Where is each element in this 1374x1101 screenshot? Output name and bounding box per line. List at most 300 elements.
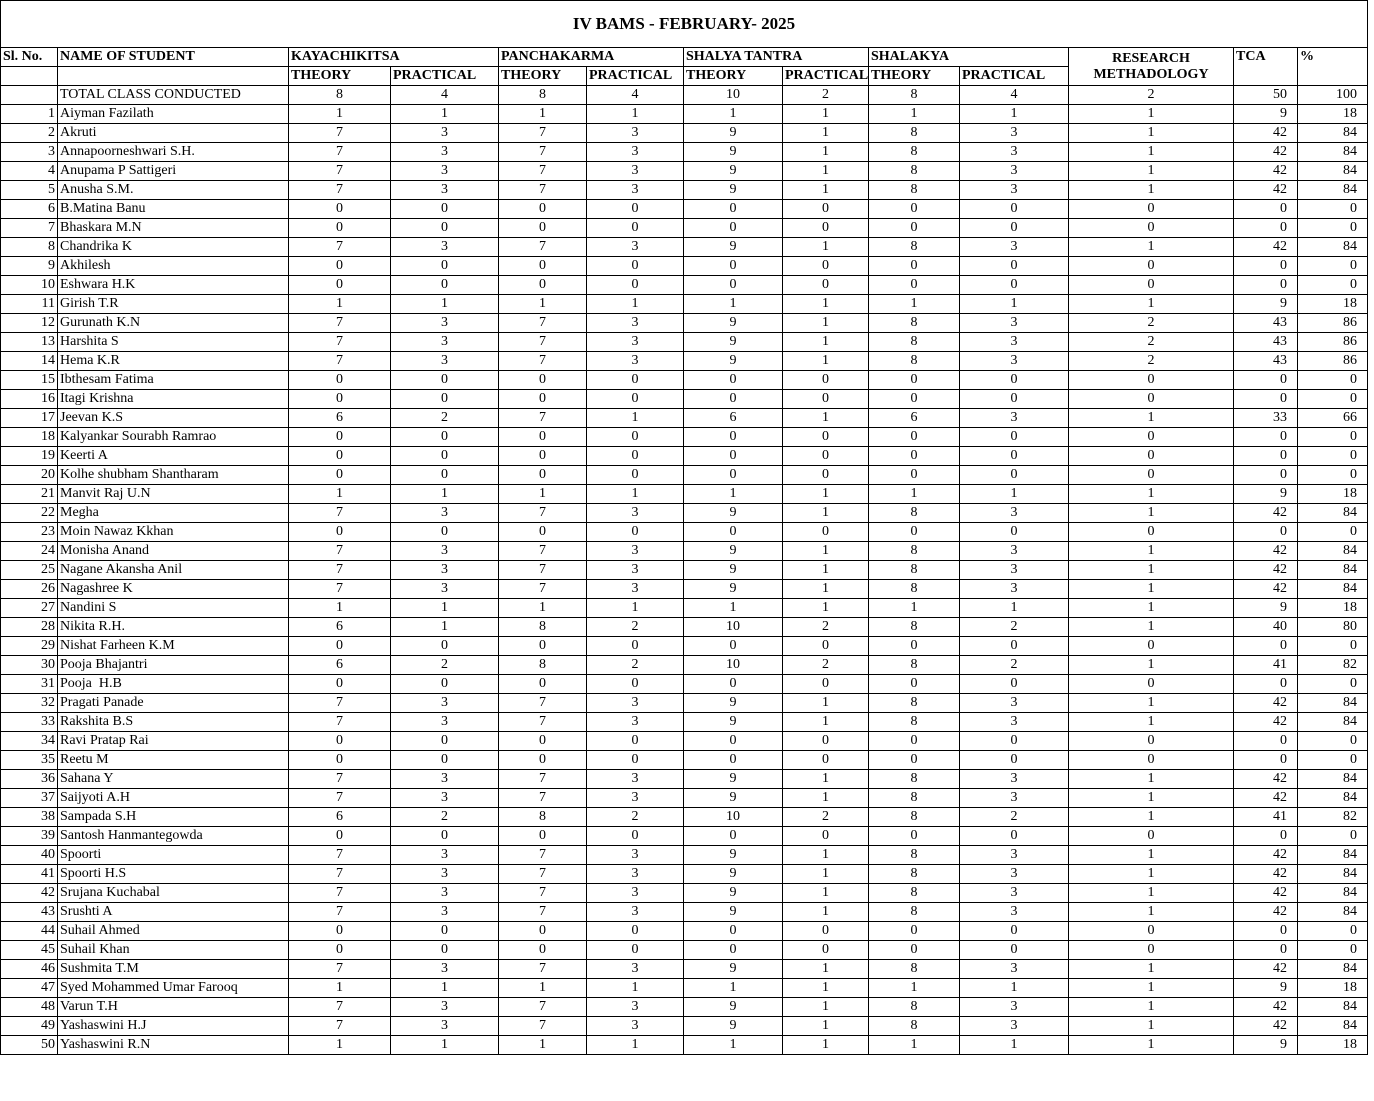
student-sl-no: 43: [1, 903, 58, 922]
student-tca: 33: [1234, 409, 1298, 428]
student-attendance-value: 0: [499, 257, 587, 276]
table-row: [1, 238, 1368, 257]
student-attendance-value: 3: [391, 694, 499, 713]
student-attendance-value: 3: [391, 960, 499, 979]
student-tca: 0: [1234, 219, 1298, 238]
student-attendance-value: 1: [783, 238, 869, 257]
student-attendance-value: 1: [1069, 1036, 1234, 1055]
student-attendance-value: 7: [499, 580, 587, 599]
student-attendance-value: 0: [1069, 390, 1234, 409]
student-attendance-value: 3: [587, 143, 684, 162]
student-attendance-value: 9: [684, 998, 783, 1017]
student-attendance-value: 8: [869, 865, 960, 884]
student-tca: 9: [1234, 979, 1298, 998]
student-sl-no: 41: [1, 865, 58, 884]
student-name: Manvit Raj U.N: [58, 485, 289, 504]
student-attendance-value: 0: [587, 732, 684, 751]
student-percent: 0: [1298, 523, 1368, 542]
student-attendance-value: 1: [783, 314, 869, 333]
student-attendance-value: 3: [587, 770, 684, 789]
student-attendance-value: 1: [1069, 789, 1234, 808]
student-attendance-value: 0: [783, 371, 869, 390]
student-tca: 42: [1234, 903, 1298, 922]
student-attendance-value: 3: [391, 884, 499, 903]
student-attendance-value: 7: [289, 694, 391, 713]
student-attendance-value: 6: [289, 409, 391, 428]
student-attendance-value: 3: [960, 561, 1069, 580]
student-sl-no: 25: [1, 561, 58, 580]
table-row: [1, 1017, 1368, 1036]
student-attendance-value: 0: [684, 390, 783, 409]
student-attendance-value: 1: [1069, 485, 1234, 504]
student-attendance-value: 0: [289, 675, 391, 694]
student-attendance-value: 7: [499, 694, 587, 713]
student-attendance-value: 7: [499, 865, 587, 884]
student-sl-no: 23: [1, 523, 58, 542]
student-sl-no: 50: [1, 1036, 58, 1055]
student-percent: 0: [1298, 428, 1368, 447]
student-percent: 84: [1298, 542, 1368, 561]
student-sl-no: 13: [1, 333, 58, 352]
student-sl-no: 26: [1, 580, 58, 599]
student-attendance-value: 7: [499, 998, 587, 1017]
student-percent: 82: [1298, 808, 1368, 827]
student-attendance-value: 1: [783, 998, 869, 1017]
student-name: Moin Nawaz Kkhan: [58, 523, 289, 542]
student-sl-no: 28: [1, 618, 58, 637]
student-attendance-value: 1: [783, 1036, 869, 1055]
student-attendance-value: 3: [960, 580, 1069, 599]
student-attendance-value: 0: [289, 751, 391, 770]
student-attendance-value: 0: [783, 428, 869, 447]
total-value: 4: [587, 86, 684, 105]
student-attendance-value: 3: [391, 998, 499, 1017]
student-attendance-value: 1: [783, 561, 869, 580]
student-attendance-value: 7: [499, 903, 587, 922]
student-attendance-value: 1: [1069, 884, 1234, 903]
student-attendance-value: 0: [289, 390, 391, 409]
student-attendance-value: 0: [869, 371, 960, 390]
student-name: Sushmita T.M: [58, 960, 289, 979]
student-attendance-value: 1: [684, 105, 783, 124]
student-name: Akruti: [58, 124, 289, 143]
student-attendance-value: 1: [1069, 865, 1234, 884]
student-attendance-value: 3: [587, 162, 684, 181]
student-name: Ravi Pratap Rai: [58, 732, 289, 751]
student-attendance-value: 2: [391, 656, 499, 675]
student-attendance-value: 0: [289, 447, 391, 466]
student-tca: 42: [1234, 561, 1298, 580]
student-attendance-value: 3: [587, 903, 684, 922]
student-name: Aiyman Fazilath: [58, 105, 289, 124]
student-attendance-value: 1: [391, 618, 499, 637]
student-attendance-value: 8: [499, 808, 587, 827]
student-tca: 42: [1234, 960, 1298, 979]
student-tca: 43: [1234, 333, 1298, 352]
student-attendance-value: 1: [1069, 960, 1234, 979]
student-sl-no: 24: [1, 542, 58, 561]
student-sl-no: 20: [1, 466, 58, 485]
student-attendance-value: 0: [391, 390, 499, 409]
student-attendance-value: 1: [684, 1036, 783, 1055]
student-attendance-value: 3: [960, 903, 1069, 922]
student-attendance-value: 3: [960, 542, 1069, 561]
student-attendance-value: 7: [499, 352, 587, 371]
student-attendance-value: 1: [783, 352, 869, 371]
student-tca: 42: [1234, 789, 1298, 808]
student-attendance-value: 9: [684, 903, 783, 922]
student-attendance-value: 0: [499, 219, 587, 238]
student-attendance-value: 0: [869, 428, 960, 447]
student-attendance-value: 8: [869, 580, 960, 599]
table-row: [1, 713, 1368, 732]
table-row: [1, 447, 1368, 466]
student-attendance-value: 8: [869, 1017, 960, 1036]
student-tca: 0: [1234, 922, 1298, 941]
student-name: Akhilesh: [58, 257, 289, 276]
student-attendance-value: 0: [960, 637, 1069, 656]
student-attendance-value: 0: [783, 390, 869, 409]
student-sl-no: 9: [1, 257, 58, 276]
student-attendance-value: 0: [783, 637, 869, 656]
student-name: Hema K.R: [58, 352, 289, 371]
student-attendance-value: 0: [684, 922, 783, 941]
student-sl-no: 44: [1, 922, 58, 941]
student-attendance-value: 2: [960, 656, 1069, 675]
student-sl-no: 42: [1, 884, 58, 903]
student-attendance-value: 6: [289, 656, 391, 675]
student-attendance-value: 3: [391, 143, 499, 162]
student-attendance-value: 0: [499, 751, 587, 770]
header-sk-theory: THEORY: [869, 67, 960, 86]
student-attendance-value: 0: [960, 466, 1069, 485]
student-attendance-value: 1: [1069, 105, 1234, 124]
student-attendance-value: 0: [869, 200, 960, 219]
student-attendance-value: 3: [587, 580, 684, 599]
header-shalakya-blank: [960, 48, 1069, 67]
table-row: [1, 656, 1368, 675]
student-attendance-value: 3: [587, 124, 684, 143]
student-attendance-value: 3: [587, 181, 684, 200]
student-attendance-value: 7: [289, 884, 391, 903]
student-attendance-value: 1: [960, 979, 1069, 998]
total-value: 8: [499, 86, 587, 105]
student-attendance-value: 0: [960, 200, 1069, 219]
student-attendance-value: 0: [587, 675, 684, 694]
table-row: [1, 827, 1368, 846]
header-kc-theory: THEORY: [289, 67, 391, 86]
student-attendance-value: 1: [783, 295, 869, 314]
student-attendance-value: 3: [391, 865, 499, 884]
student-percent: 86: [1298, 352, 1368, 371]
student-attendance-value: 8: [869, 162, 960, 181]
student-attendance-value: 1: [1069, 846, 1234, 865]
student-percent: 84: [1298, 713, 1368, 732]
table-row: [1, 314, 1368, 333]
student-attendance-value: 1: [587, 979, 684, 998]
student-attendance-value: 8: [869, 903, 960, 922]
student-attendance-value: 7: [289, 998, 391, 1017]
student-tca: 42: [1234, 770, 1298, 789]
student-attendance-value: 0: [289, 200, 391, 219]
student-attendance-value: 7: [289, 238, 391, 257]
student-attendance-value: 0: [587, 447, 684, 466]
student-attendance-value: 7: [499, 713, 587, 732]
student-attendance-value: 1: [783, 105, 869, 124]
student-attendance-value: 9: [684, 694, 783, 713]
student-attendance-value: 0: [783, 523, 869, 542]
student-tca: 42: [1234, 713, 1298, 732]
student-attendance-value: 7: [499, 238, 587, 257]
student-attendance-value: 1: [499, 485, 587, 504]
student-attendance-value: 0: [587, 371, 684, 390]
student-attendance-value: 1: [1069, 143, 1234, 162]
student-name: Varun T.H: [58, 998, 289, 1017]
total-value: 2: [783, 86, 869, 105]
table-row: [1, 371, 1368, 390]
student-attendance-value: 3: [960, 846, 1069, 865]
student-attendance-value: 1: [587, 1036, 684, 1055]
student-attendance-value: 1: [1069, 998, 1234, 1017]
student-attendance-value: 1: [1069, 599, 1234, 618]
student-attendance-value: 0: [1069, 637, 1234, 656]
header-research: RESEARCH METHADOLOGY: [1069, 48, 1234, 86]
student-attendance-value: 3: [960, 694, 1069, 713]
student-attendance-value: 3: [960, 789, 1069, 808]
student-attendance-value: 0: [587, 637, 684, 656]
student-percent: 84: [1298, 162, 1368, 181]
student-attendance-value: 9: [684, 314, 783, 333]
student-attendance-value: 1: [1069, 618, 1234, 637]
student-attendance-value: 0: [783, 447, 869, 466]
student-attendance-value: 3: [391, 1017, 499, 1036]
student-attendance-value: 0: [391, 428, 499, 447]
student-attendance-value: 3: [391, 504, 499, 523]
student-attendance-value: 9: [684, 865, 783, 884]
student-attendance-value: 1: [1069, 409, 1234, 428]
student-attendance-value: 1: [869, 485, 960, 504]
student-attendance-value: 1: [1069, 694, 1234, 713]
student-attendance-value: 2: [960, 618, 1069, 637]
table-row: [1, 903, 1368, 922]
student-attendance-value: 1: [783, 713, 869, 732]
student-attendance-value: 3: [391, 181, 499, 200]
student-tca: 0: [1234, 428, 1298, 447]
student-tca: 0: [1234, 751, 1298, 770]
student-attendance-value: 1: [1069, 561, 1234, 580]
student-attendance-value: 0: [869, 922, 960, 941]
student-attendance-value: 1: [1069, 979, 1234, 998]
student-percent: 86: [1298, 314, 1368, 333]
student-percent: 0: [1298, 675, 1368, 694]
table-row: [1, 751, 1368, 770]
student-percent: 84: [1298, 694, 1368, 713]
student-percent: 0: [1298, 941, 1368, 960]
student-attendance-value: 0: [684, 257, 783, 276]
header-kayachikitsa: KAYACHIKITSA: [289, 48, 499, 67]
student-sl-no: 45: [1, 941, 58, 960]
header-tca: TCA: [1234, 48, 1298, 67]
student-name: Anusha S.M.: [58, 181, 289, 200]
student-attendance-value: 0: [1069, 751, 1234, 770]
table-row: [1, 466, 1368, 485]
student-attendance-value: 3: [960, 960, 1069, 979]
student-attendance-value: 8: [869, 352, 960, 371]
table-row: [1, 884, 1368, 903]
student-attendance-value: 0: [289, 276, 391, 295]
student-attendance-value: 0: [684, 276, 783, 295]
table-row: [1, 1036, 1368, 1055]
header-pk-practical: PRACTICAL: [587, 67, 684, 86]
table-row: [1, 580, 1368, 599]
student-attendance-value: 0: [869, 219, 960, 238]
student-percent: 0: [1298, 827, 1368, 846]
student-name: Harshita S: [58, 333, 289, 352]
header-panchakarma: PANCHAKARMA: [499, 48, 684, 67]
student-attendance-value: 0: [960, 941, 1069, 960]
student-sl-no: 21: [1, 485, 58, 504]
student-attendance-value: 3: [960, 865, 1069, 884]
student-tca: 0: [1234, 257, 1298, 276]
student-tca: 42: [1234, 998, 1298, 1017]
student-attendance-value: 3: [960, 770, 1069, 789]
student-tca: 9: [1234, 105, 1298, 124]
student-attendance-value: 0: [684, 941, 783, 960]
student-tca: 9: [1234, 485, 1298, 504]
student-attendance-value: 2: [783, 618, 869, 637]
student-attendance-value: 0: [391, 751, 499, 770]
student-attendance-value: 7: [289, 181, 391, 200]
table-row: [1, 770, 1368, 789]
student-attendance-value: 8: [869, 789, 960, 808]
student-attendance-value: 0: [391, 675, 499, 694]
student-attendance-value: 0: [289, 257, 391, 276]
student-attendance-value: 0: [869, 523, 960, 542]
student-attendance-value: 0: [391, 447, 499, 466]
sheet-title: IV BAMS - FEBRUARY- 2025: [1, 1, 1368, 48]
student-attendance-value: 0: [391, 922, 499, 941]
student-sl-no: 1: [1, 105, 58, 124]
student-attendance-value: 1: [1069, 162, 1234, 181]
student-name: Kalyankar Sourabh Ramrao: [58, 428, 289, 447]
student-attendance-value: 3: [587, 1017, 684, 1036]
student-attendance-value: 1: [783, 1017, 869, 1036]
table-row: [1, 808, 1368, 827]
student-attendance-value: 7: [499, 181, 587, 200]
student-attendance-value: 7: [289, 561, 391, 580]
student-attendance-value: 1: [391, 485, 499, 504]
student-attendance-value: 0: [499, 675, 587, 694]
student-attendance-value: 3: [960, 162, 1069, 181]
student-tca: 9: [1234, 1036, 1298, 1055]
student-attendance-value: 0: [684, 675, 783, 694]
student-attendance-value: 1: [783, 162, 869, 181]
student-attendance-value: 1: [783, 542, 869, 561]
student-attendance-value: 10: [684, 656, 783, 675]
student-attendance-value: 1: [684, 485, 783, 504]
student-attendance-value: 1: [783, 884, 869, 903]
student-name: Monisha Anand: [58, 542, 289, 561]
header-pk-theory: THEORY: [499, 67, 587, 86]
student-attendance-value: 3: [587, 333, 684, 352]
student-percent: 18: [1298, 1036, 1368, 1055]
student-attendance-value: 3: [960, 238, 1069, 257]
student-attendance-value: 3: [960, 998, 1069, 1017]
student-attendance-value: 3: [391, 352, 499, 371]
student-sl-no: 31: [1, 675, 58, 694]
student-attendance-value: 1: [869, 295, 960, 314]
student-attendance-value: 0: [684, 219, 783, 238]
student-sl-no: 8: [1, 238, 58, 257]
student-attendance-value: 1: [1069, 181, 1234, 200]
student-attendance-value: 0: [869, 466, 960, 485]
student-attendance-value: 3: [587, 352, 684, 371]
student-attendance-value: 2: [1069, 352, 1234, 371]
student-attendance-value: 2: [783, 808, 869, 827]
table-row: [1, 143, 1368, 162]
student-name: Megha: [58, 504, 289, 523]
student-tca: 42: [1234, 865, 1298, 884]
student-percent: 84: [1298, 846, 1368, 865]
student-attendance-value: 0: [960, 219, 1069, 238]
student-tca: 42: [1234, 542, 1298, 561]
student-attendance-value: 0: [289, 637, 391, 656]
student-tca: 0: [1234, 371, 1298, 390]
student-attendance-value: 1: [1069, 238, 1234, 257]
student-attendance-value: 0: [391, 732, 499, 751]
student-attendance-value: 0: [783, 276, 869, 295]
student-attendance-value: 0: [1069, 447, 1234, 466]
student-attendance-value: 1: [783, 124, 869, 143]
student-attendance-value: 0: [960, 371, 1069, 390]
student-attendance-value: 2: [587, 808, 684, 827]
student-attendance-value: 10: [684, 618, 783, 637]
student-attendance-value: 7: [289, 846, 391, 865]
student-percent: 0: [1298, 751, 1368, 770]
student-attendance-value: 0: [289, 941, 391, 960]
student-name: B.Matina Banu: [58, 200, 289, 219]
student-attendance-value: 1: [684, 295, 783, 314]
student-attendance-value: 1: [289, 295, 391, 314]
student-attendance-value: 7: [289, 162, 391, 181]
table-row: [1, 295, 1368, 314]
student-attendance-value: 0: [391, 371, 499, 390]
student-tca: 9: [1234, 599, 1298, 618]
student-attendance-value: 1: [783, 770, 869, 789]
student-attendance-value: 3: [960, 352, 1069, 371]
student-sl-no: 46: [1, 960, 58, 979]
student-attendance-value: 2: [587, 618, 684, 637]
total-label: TOTAL CLASS CONDUCTED: [58, 86, 289, 105]
student-attendance-value: 0: [684, 371, 783, 390]
student-sl-no: 5: [1, 181, 58, 200]
student-attendance-value: 9: [684, 770, 783, 789]
student-percent: 0: [1298, 466, 1368, 485]
student-attendance-value: 8: [869, 314, 960, 333]
student-attendance-value: 8: [869, 542, 960, 561]
student-name: Itagi Krishna: [58, 390, 289, 409]
student-attendance-value: 7: [499, 846, 587, 865]
student-attendance-value: 3: [587, 789, 684, 808]
student-sl-no: 40: [1, 846, 58, 865]
student-attendance-value: 0: [391, 523, 499, 542]
student-attendance-value: 0: [783, 751, 869, 770]
student-sl-no: 49: [1, 1017, 58, 1036]
student-attendance-value: 0: [869, 941, 960, 960]
student-tca: 42: [1234, 846, 1298, 865]
student-name: Srujana Kuchabal: [58, 884, 289, 903]
student-name: Yashaswini R.N: [58, 1036, 289, 1055]
